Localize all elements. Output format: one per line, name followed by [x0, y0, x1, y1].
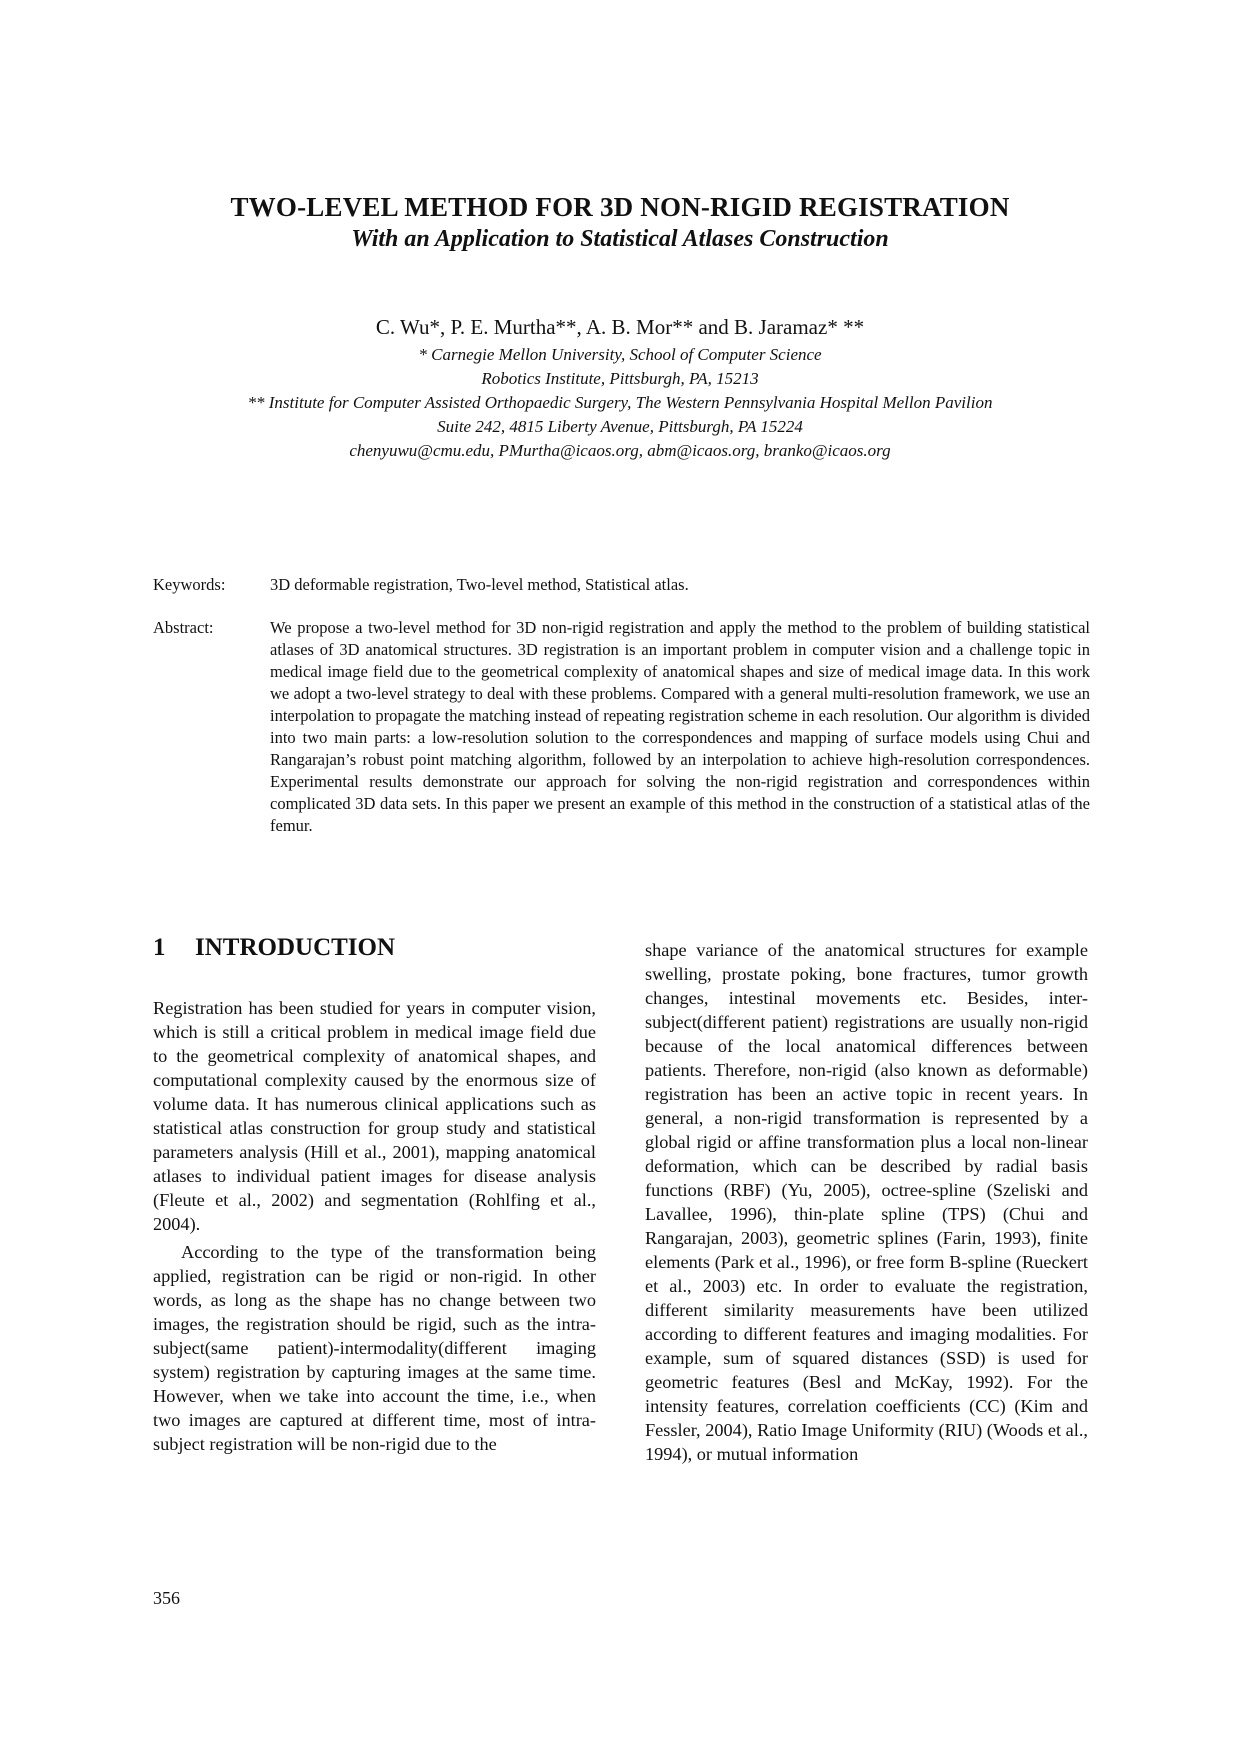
paragraph: Registration has been studied for years in computer vision, which is still a critical problem in medical image field due to the geometrical complexity of anatomical shapes, and computational complexity caused by the enormous size of volume data. It has numerous clinical applications such as statistical atlas construction for group study and statistical parameters analysis (Hill et al., 2001), mapping anatomical atlases to individual patient images for disease analysis (Fleute et al., 2002) and segmentation (Rohlfing et al., 2004).: [153, 998, 596, 1234]
abstract-block: [153, 617, 1090, 837]
affiliation-line: Robotics Institute, Pittsburgh, PA, 15213: [481, 369, 759, 388]
author-emails: chenyuwu@cmu.edu, PMurtha@icaos.org, abm@icaos.org, branko@icaos.org: [349, 441, 891, 460]
affiliation-line: * Carnegie Mellon University, School of Computer Science: [418, 345, 822, 364]
abstract-text: We propose a two-level method for 3D non-rigid registration and apply the method to the problem of building statistical atlases of 3D anatomical structures. 3D registration is an important problem in computer vision and a challenge topic in medical image field due to the geometrical complexity of anatomical shapes and size of medical image data. In this work we adopt a two-level strategy to deal with these problems. Compared with a general multi-resolution framework, we use an interpolation to propagate the matching instead of repeating registration scheme in each resolution. Our algorithm is divided into two main parts: a low-resolution solution to the correspondences and mapping of surface models using Chui and Rangarajan’s robust point matching algorithm, followed by an interpolation to achieve high-resolution correspondences. Experimental results demonstrate our approach for solving the non-rigid registration and correspondences within complicated 3D data sets. In this paper we present an example of this method in the construction of a statistical atlas of the femur.: [270, 618, 1090, 835]
paper-title: TWO-LEVEL METHOD FOR 3D NON-RIGID REGISTRATION: [230, 192, 1010, 222]
keywords-block: [153, 574, 1090, 596]
paragraph: According to the type of the transformation being applied, registration can be rigid or non-rigid. In other words, as long as the shape has no change between two images, the registration should be rigid, such as the intra-subject(same patient)-intermodality(different imaging system) registration by capturing images at the same time. However, when we take into account the time, i.e., when two images are captured at different time, most of intra-subject registration will be non-rigid due to the: [153, 1242, 596, 1454]
right-column: [645, 938, 1088, 1466]
keywords-label: Keywords:: [153, 575, 226, 594]
section-heading: [153, 932, 395, 964]
title-block: [0, 190, 1240, 254]
section-number: 1: [153, 934, 166, 961]
authors-block: [0, 313, 1240, 463]
affiliation-line: ** Institute for Computer Assisted Orthopaedic Surgery, The Western Pennsylvania Hospital Mellon Pavilion: [247, 393, 993, 412]
paragraph: shape variance of the anatomical structures for example swelling, prostate poking, bone fractures, tumor growth changes, intestinal movements etc. Besides, inter-subject(different patient) registrations are usually non-rigid because of the local anatomical differences between patients. Therefore, non-rigid (also known as deformable) registration has been an active topic in recent years. In general, a non-rigid transformation is represented by a global rigid or affine transformation plus a local non-linear deformation, which can be described by radial basis functions (RBF) (Yu, 2005), octree-spline (Szeliski and Lavallee, 1996), thin-plate spline (TPS) (Chui and Rangarajan, 2003), geometric splines (Farin, 1993), finite elements (Park et al., 1996), or free form B-spline (Rueckert et al., 2003) etc. In order to evaluate the registration, different similarity measurements have been utilized according to different features and imaging modalities. For example, sum of squared distances (SSD) is used for geometric features (Besl and McKay, 1992). For the intensity features, correlation coefficients (CC) (Kim and Fessler, 2004), Ratio Image Uniformity (RIU) (Woods et al., 1994), or mutual information: [645, 940, 1088, 1464]
section-title: INTRODUCTION: [195, 934, 396, 961]
keywords-text: 3D deformable registration, Two-level method, Statistical atlas.: [270, 575, 689, 594]
page-number: 356: [153, 1588, 180, 1608]
abstract-label: Abstract:: [153, 618, 214, 637]
left-column: [153, 996, 596, 1456]
paper-subtitle: With an Application to Statistical Atlases Construction: [351, 226, 889, 252]
author-list: C. Wu*, P. E. Murtha**, A. B. Mor** and B. Jaramaz* **: [375, 315, 865, 339]
affiliation-line: Suite 242, 4815 Liberty Avenue, Pittsburgh, PA 15224: [437, 417, 803, 436]
